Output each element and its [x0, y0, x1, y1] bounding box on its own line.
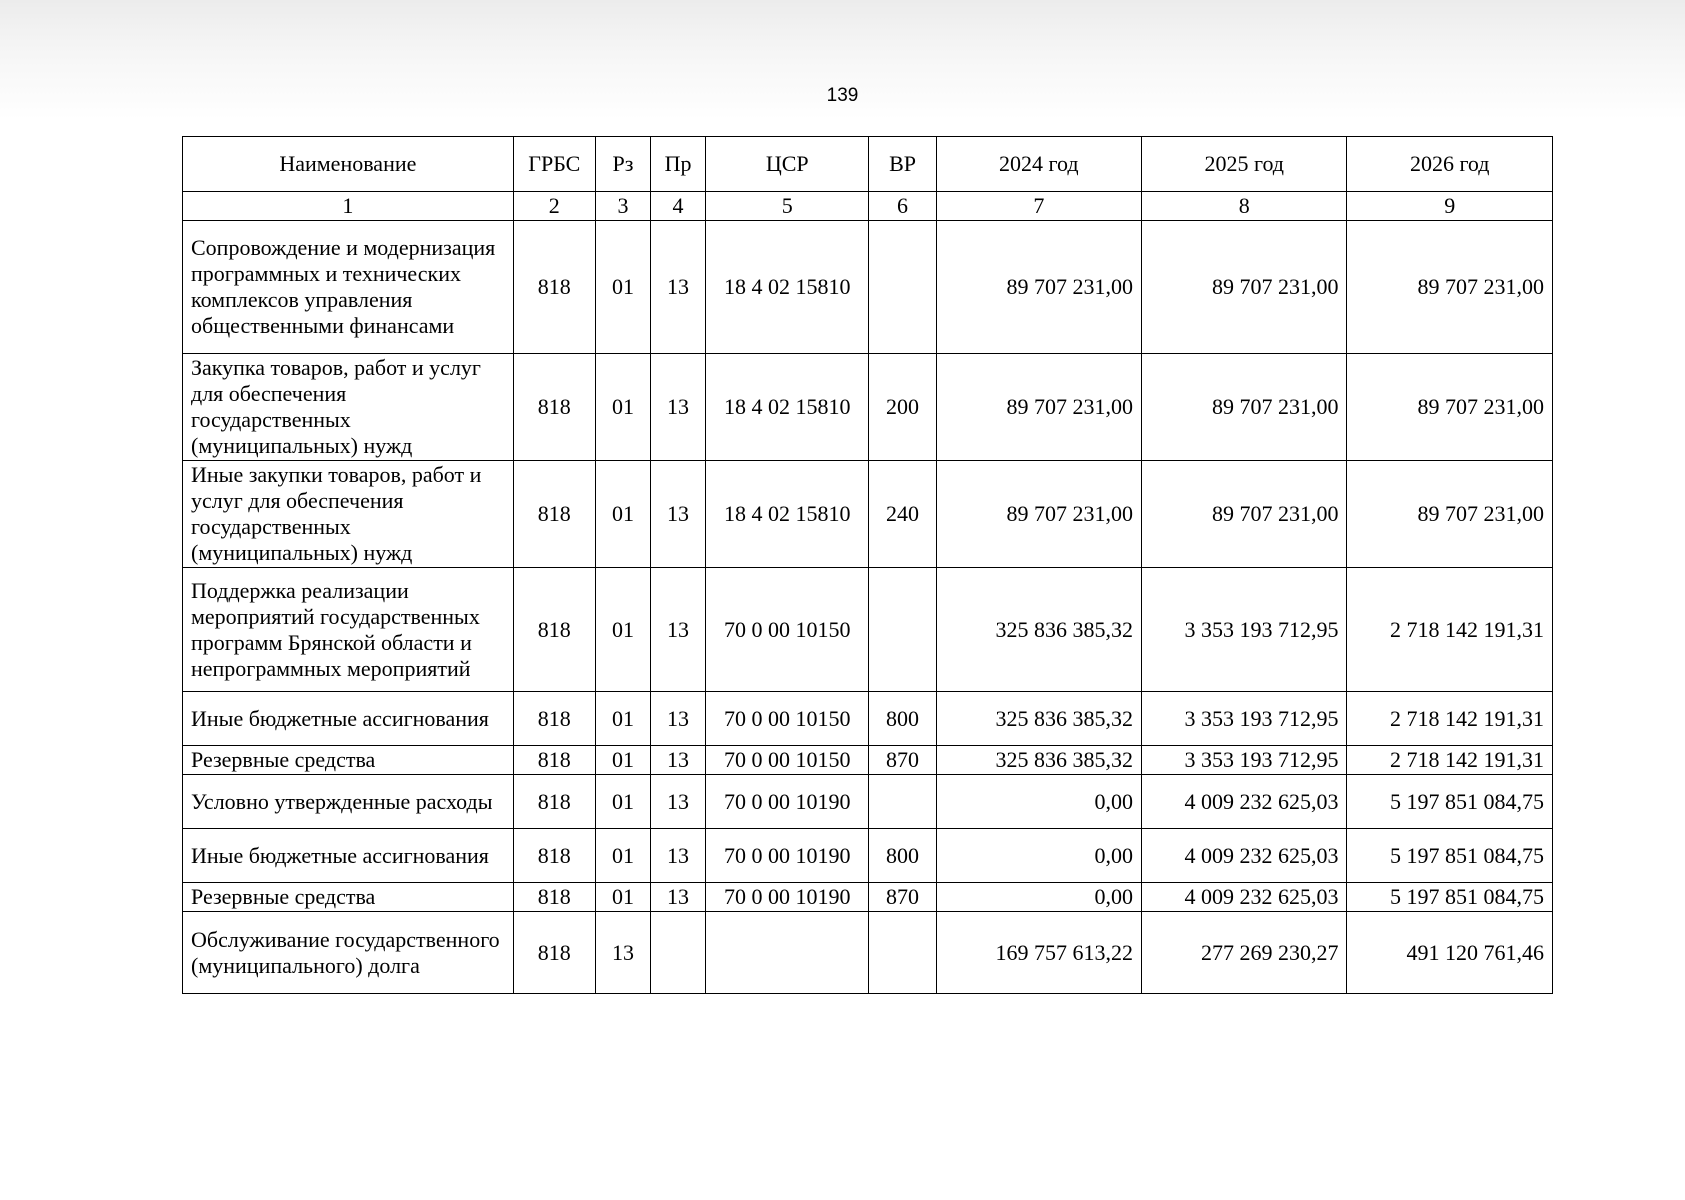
row-csr: 70 0 00 10190 — [706, 829, 869, 883]
row-rz: 01 — [595, 829, 650, 883]
table-row — [183, 354, 1553, 461]
row-2024: 89 707 231,00 — [936, 461, 1141, 568]
column-number: 1 — [183, 192, 514, 221]
row-2025: 89 707 231,00 — [1142, 461, 1347, 568]
row-rz: 01 — [595, 221, 650, 354]
header-vr: ВР — [869, 137, 936, 192]
row-vr: 800 — [869, 829, 936, 883]
row-pr: 13 — [651, 829, 706, 883]
header-2026: 2026 год — [1347, 137, 1553, 192]
row-grbs: 818 — [513, 354, 595, 461]
header-2024: 2024 год — [936, 137, 1141, 192]
header-row — [183, 137, 1553, 192]
row-2026: 2 718 142 191,31 — [1347, 692, 1553, 746]
row-2024: 89 707 231,00 — [936, 221, 1141, 354]
row-2025: 4 009 232 625,03 — [1142, 883, 1347, 912]
row-vr — [869, 568, 936, 692]
row-rz: 01 — [595, 461, 650, 568]
row-grbs: 818 — [513, 461, 595, 568]
row-rz: 13 — [595, 912, 650, 994]
row-vr: 870 — [869, 746, 936, 775]
row-grbs: 818 — [513, 775, 595, 829]
column-number: 6 — [869, 192, 936, 221]
row-2024: 89 707 231,00 — [936, 354, 1141, 461]
table-row — [183, 221, 1553, 354]
column-number: 4 — [651, 192, 706, 221]
row-2026: 5 197 851 084,75 — [1347, 829, 1553, 883]
row-2024: 0,00 — [936, 883, 1141, 912]
row-2025: 277 269 230,27 — [1142, 912, 1347, 994]
row-2025: 4 009 232 625,03 — [1142, 775, 1347, 829]
row-2026: 89 707 231,00 — [1347, 461, 1553, 568]
column-number: 7 — [936, 192, 1141, 221]
table-row — [183, 775, 1553, 829]
row-pr: 13 — [651, 692, 706, 746]
row-vr — [869, 775, 936, 829]
row-csr: 18 4 02 15810 — [706, 461, 869, 568]
row-rz: 01 — [595, 354, 650, 461]
row-2025: 89 707 231,00 — [1142, 221, 1347, 354]
table-row — [183, 912, 1553, 994]
column-number: 9 — [1347, 192, 1553, 221]
row-rz: 01 — [595, 568, 650, 692]
header-name: Наименование — [183, 137, 514, 192]
column-number: 2 — [513, 192, 595, 221]
page-number: 139 — [826, 85, 859, 106]
row-grbs: 818 — [513, 221, 595, 354]
row-2024: 325 836 385,32 — [936, 568, 1141, 692]
row-grbs: 818 — [513, 692, 595, 746]
row-name: Резервные средства — [183, 746, 514, 775]
row-pr: 13 — [651, 883, 706, 912]
header-2025: 2025 год — [1142, 137, 1347, 192]
table-row — [183, 829, 1553, 883]
header-grbs: ГРБС — [513, 137, 595, 192]
row-vr — [869, 912, 936, 994]
row-2024: 169 757 613,22 — [936, 912, 1141, 994]
table-row — [183, 568, 1553, 692]
row-2026: 2 718 142 191,31 — [1347, 568, 1553, 692]
row-name: Условно утвержденные расходы — [183, 775, 514, 829]
row-2024: 325 836 385,32 — [936, 692, 1141, 746]
row-pr: 13 — [651, 568, 706, 692]
row-pr — [651, 912, 706, 994]
row-pr: 13 — [651, 221, 706, 354]
row-csr — [706, 912, 869, 994]
row-2026: 5 197 851 084,75 — [1347, 883, 1553, 912]
row-name: Обслуживание государственного (муниципального) долга — [183, 912, 514, 994]
row-csr: 70 0 00 10150 — [706, 568, 869, 692]
row-name: Закупка товаров, работ и услуг для обеспечения государственных (муниципальных) нужд — [183, 354, 514, 461]
header-csr: ЦСР — [706, 137, 869, 192]
table-row — [183, 746, 1553, 775]
row-grbs: 818 — [513, 912, 595, 994]
row-csr: 18 4 02 15810 — [706, 221, 869, 354]
row-name: Иные бюджетные ассигнования — [183, 829, 514, 883]
row-2025: 4 009 232 625,03 — [1142, 829, 1347, 883]
row-2025: 3 353 193 712,95 — [1142, 568, 1347, 692]
row-name: Иные бюджетные ассигнования — [183, 692, 514, 746]
row-2026: 89 707 231,00 — [1347, 354, 1553, 461]
column-number-row — [183, 192, 1553, 221]
table-row — [183, 461, 1553, 568]
column-number: 3 — [595, 192, 650, 221]
row-vr: 200 — [869, 354, 936, 461]
row-vr: 800 — [869, 692, 936, 746]
row-rz: 01 — [595, 746, 650, 775]
row-2024: 325 836 385,32 — [936, 746, 1141, 775]
row-2026: 89 707 231,00 — [1347, 221, 1553, 354]
row-csr: 70 0 00 10150 — [706, 692, 869, 746]
row-2025: 89 707 231,00 — [1142, 354, 1347, 461]
row-name: Иные закупки товаров, работ и услуг для обеспечения государственных (муниципальных) нужд — [183, 461, 514, 568]
row-vr — [869, 221, 936, 354]
row-pr: 13 — [651, 461, 706, 568]
row-2025: 3 353 193 712,95 — [1142, 746, 1347, 775]
row-csr: 70 0 00 10150 — [706, 746, 869, 775]
row-grbs: 818 — [513, 568, 595, 692]
row-name: Поддержка реализации мероприятий государственных программ Брянской области и непрограммных мероприятий — [183, 568, 514, 692]
header-rz: Рз — [595, 137, 650, 192]
row-rz: 01 — [595, 883, 650, 912]
row-csr: 70 0 00 10190 — [706, 775, 869, 829]
row-vr: 240 — [869, 461, 936, 568]
row-grbs: 818 — [513, 883, 595, 912]
row-rz: 01 — [595, 775, 650, 829]
row-2024: 0,00 — [936, 775, 1141, 829]
row-grbs: 818 — [513, 829, 595, 883]
row-2025: 3 353 193 712,95 — [1142, 692, 1347, 746]
row-pr: 13 — [651, 354, 706, 461]
header-pr: Пр — [651, 137, 706, 192]
row-csr: 18 4 02 15810 — [706, 354, 869, 461]
row-grbs: 818 — [513, 746, 595, 775]
row-csr: 70 0 00 10190 — [706, 883, 869, 912]
row-pr: 13 — [651, 746, 706, 775]
column-number: 8 — [1142, 192, 1347, 221]
row-2024: 0,00 — [936, 829, 1141, 883]
budget-table — [182, 136, 1553, 994]
row-vr: 870 — [869, 883, 936, 912]
row-pr: 13 — [651, 775, 706, 829]
row-name: Резервные средства — [183, 883, 514, 912]
row-name: Сопровождение и модернизация программных и технических комплексов управления общественными финансами — [183, 221, 514, 354]
row-2026: 491 120 761,46 — [1347, 912, 1553, 994]
column-number: 5 — [706, 192, 869, 221]
row-2026: 2 718 142 191,31 — [1347, 746, 1553, 775]
table-row — [183, 692, 1553, 746]
row-2026: 5 197 851 084,75 — [1347, 775, 1553, 829]
table-row — [183, 883, 1553, 912]
row-rz: 01 — [595, 692, 650, 746]
